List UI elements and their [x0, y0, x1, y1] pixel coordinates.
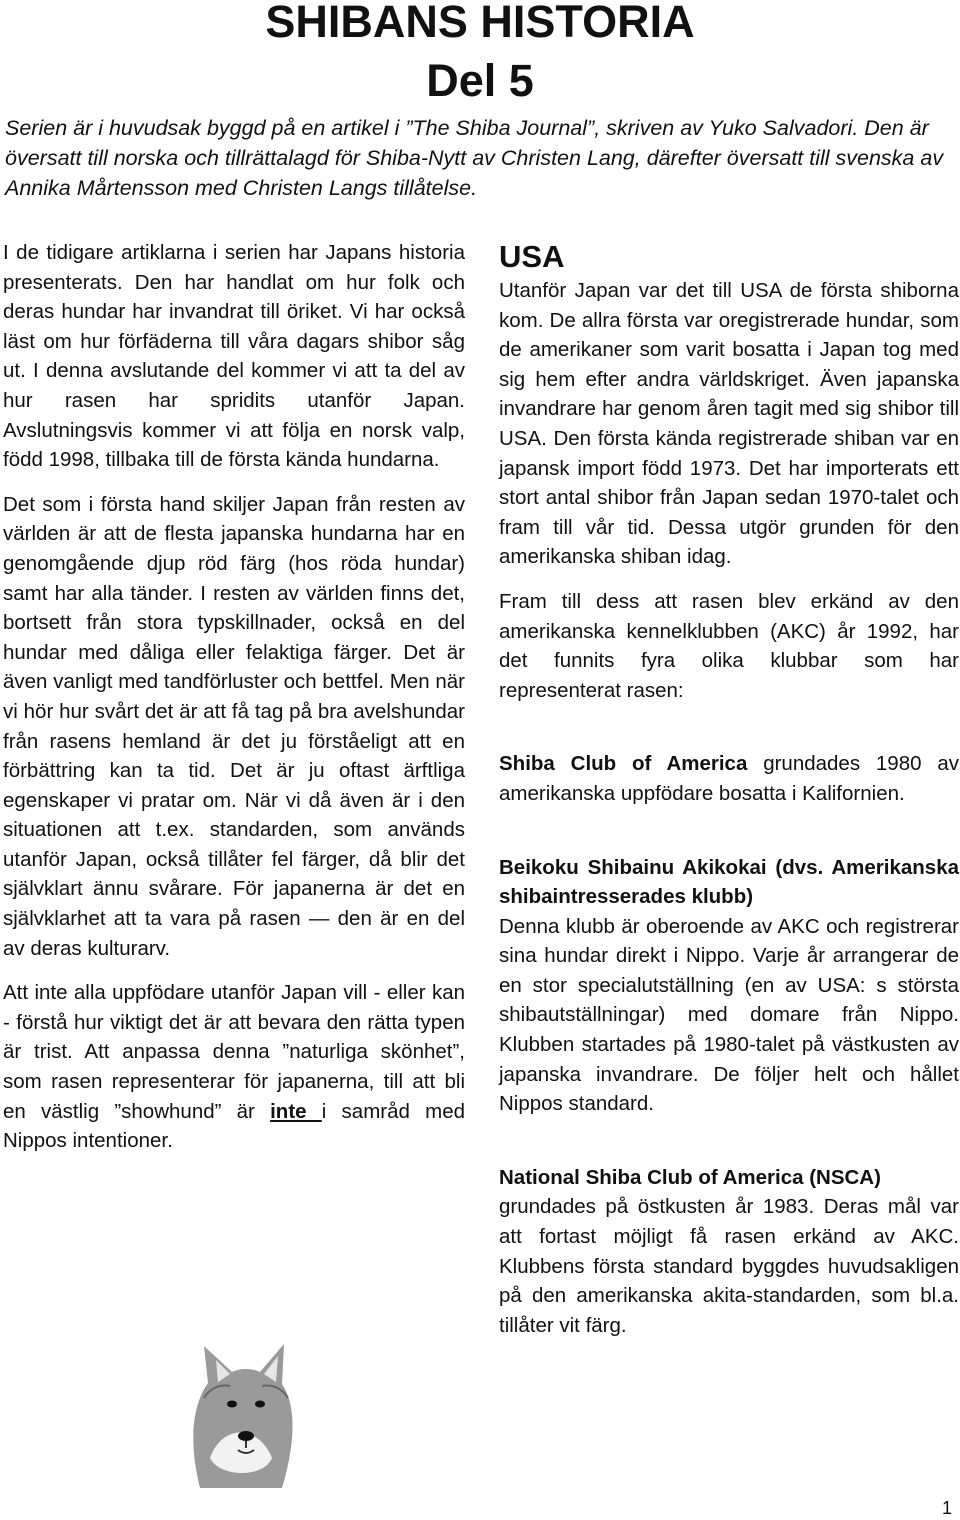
club-2-name: Beikoku Shibainu Akikokai (dvs. Amerikanska shibaintresserades klubb): [499, 855, 959, 909]
club-2: [499, 853, 959, 1119]
page-title: SHIBANS HISTORIA: [265, 0, 695, 47]
usa-paragraph-2: Fram till dess att rasen blev erkänd av den amerikanska kennelklubben (AKC) år 1992, har det funnits fyra olika klubbar som har representerat rasen:: [499, 589, 959, 702]
club-1-text: grundades 1980 av amerikanska uppfödare bosatta i Kalifornien.: [499, 752, 959, 805]
left-column: [3, 238, 465, 1156]
usa-heading: USA: [499, 239, 565, 274]
club-2-text: Denna klubb är oberoende av AKC och registrerar sina hundar direkt i Nippo. Varje år arrangerar de en stor specialutställning (en av USA: s största shibautställningar) med domare från Nippo. Klubben startades på 1980-talet på västkusten av japanska invandrare. De följer helt och hållet Nippos standard.: [499, 914, 959, 1116]
left-paragraph-3-start: Att inte alla uppfödare utanför Japan vill - eller kan - förstå hur viktigt det är att bevara den rätta typen är trist. Att anpassa denna ”naturliga skönhet”, som rasen representerar för japanerna, till att bli en västlig ”showhund” är: [3, 981, 465, 1123]
club-3: [499, 1163, 959, 1341]
left-paragraph-3: [3, 978, 465, 1156]
usa-paragraph-1: Utanför Japan var det till USA de första shiborna kom. De allra första var oregistrerade hundar, som de amerikaner som varit bosatta i Japan tog med sig hem efter andra världskriget. Även japanska invandrare har genom åren tagit med sig shibor till USA. Den första kända registrerade shiban var en japansk import född 1973. Det har importerats ett stort antal shibor från Japan sedan 1970-talet och fram till vår tid. Dessa utgör grunden för den amerikanska shiban idag.: [499, 279, 959, 569]
club-3-text: grundades på östkusten år 1983. Deras mål var att fortast möjligt få rasen erkänd av AKC. Klubbens första standard byggdes huvudsakligen på den amerikanska akita-standarden, som bl.a. tillåter vit färg.: [499, 1195, 959, 1337]
emphasis-inte: inte: [270, 1099, 322, 1123]
left-paragraph-3-end: i samråd med Nippos intentioner.: [3, 1099, 465, 1153]
intro-paragraph: Serien är i huvudsak byggd på en artikel i ”The Shiba Journal”, skriven av Yuko Salvadori. Den är översatt till norska och tillrättalagd för Shiba-Nytt av Christen Lang, därefter översatt till svenska av Annika Mårtensson med Christen Langs tillåtelse.: [5, 116, 944, 200]
page-subtitle: Del 5: [426, 55, 534, 106]
shiba-dog-image: [160, 1338, 320, 1488]
club-1: [499, 749, 959, 808]
left-paragraph-2: Det som i första hand skiljer Japan från resten av världen är att de flesta japanska hundarna har en genomgående djup röd färg (hos röda hundar) samt har alla tänder. I resten av världen finns det, bortsett från stora typskillnader, också en del hundar med dåliga eller felaktiga färger. Det är även vanligt med tandförluster och bettfel. Men när vi hör hur svårt det är att få tag på bra avelshundar från rasens hemland är det ju förståeligt att en förbättring kan ta tid. Det är ju oftast ärftliga egenskaper vi pratar om. När vi då även är i den situationen att t.ex. standarden, som används utanför Japan, också tillåter fel färger, då blir det självklart ännu svårare. För japanerna är det en självklarhet att ta vara på rasen — den är en del av deras kulturarv.: [3, 492, 465, 960]
club-3-name: National Shiba Club of America (NSCA): [499, 1165, 881, 1189]
club-1-name: Shiba Club of America: [499, 752, 748, 776]
page-number: 1: [941, 1498, 952, 1518]
left-paragraph-1: I de tidigare artiklarna i serien har Japans historia presenterats. Den har handlat om hur folk och deras hundar har invandrat till öriket. Vi har också läst om hur förfäderna till våra dagars shibor såg ut. I denna avslutande del kommer vi att ta del av hur rasen har spridits utanför Japan. Avslutningsvis kommer vi att följa en norsk valp, född 1998, tillbaka till de första kända hundarna.: [3, 241, 465, 472]
right-column: [499, 238, 959, 1340]
